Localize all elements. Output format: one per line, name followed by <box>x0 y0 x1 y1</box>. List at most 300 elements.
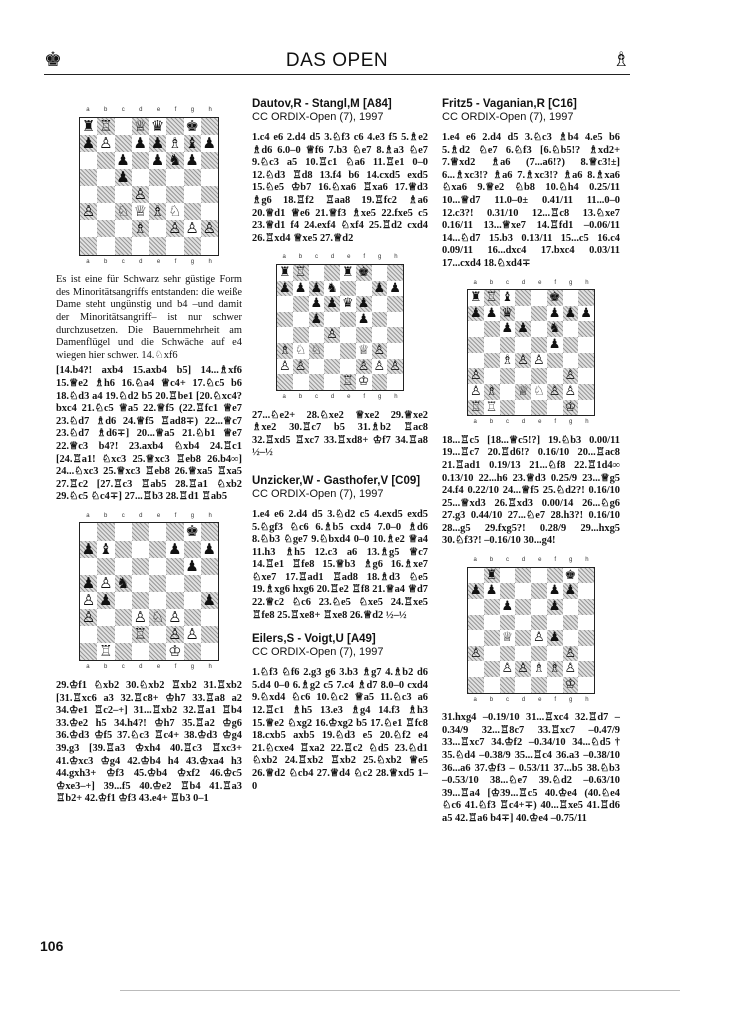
board-square <box>132 523 149 540</box>
board-square: ♟ <box>468 583 484 599</box>
game-moves: 1.e4 e6 2.d4 d5 3.♘d2 c5 4.exd5 exd5 5.♘gf3 ♘c6 6.♗b5 cxd4 7.0–0 ♗d6 8.♘b3 ♘ge7 9.♘bxd4 0–0 10.♗e2 ♕a4 11.h3 ♗h5 12.c3 a6 13.♗g5 ♕c7 14.♖e1 ♖fe8 15.♕b3 ♗g6 16.♗xe7 ♘xe7 17.♖ad1 ♖ad8 18.♗d3 ♘e5 19.♗xg6 hxg6 20.♖e2 ♖f8 21.♕a4 ♕d7 22.♕c2 ♘c6 23.♘e5 ♘xe5 24.♖xe5 ♖fe8 25.♖xe8+ ♖xe8 26.♕d2 ½–½ <box>252 508 428 621</box>
board-square <box>201 643 218 660</box>
game-moves: 1.c4 e6 2.d4 d5 3.♘f3 c6 4.e3 f5 5.♗e2 ♗d6 6.0–0 ♕f6 7.b3 ♘e7 8.♗a3 ♘e7 9.♘c3 a5 10.♖c1 ♘a6 11.♖e1 0–0 12.♘d3 ♖d8 13.f4 b6 14.cxd5 exd5 15.♘e5 ♔b7 16.♘xa6 ♖xa6 17.♕d3 ♗g6 18.♖f2 ♖aa8 19.♖fc2 ♗a6 20.♕d1 ♕e6 21.♕f3 ♗xe5 22.fxe5 c5 23.♕d1 f4 24.exf4 ♘xf4 25.♖d2 cxd4 26.♖xd4 ♕xe5 27.♕d2 <box>252 132 428 244</box>
board-square: ♟ <box>500 321 516 337</box>
board-square <box>166 186 183 203</box>
game-moves-1a: [14.b4?! axb4 15.axb4 b5] 14...♗xf6 15.♕e2 ♗h6 16.♘a4 ♕c4+ 17.♘c5 b6 18.♘d3 a4 19.♘d2 b5 20.♖be1 [20.♘xc4? bxc4 21.♘c5 ♕a5 22.♕f5 (22.♖fc1 ♕e7 23.♘d7 ♗d6 24.♕f5 ♖ad8∓) 22...♕c7 23.♘d7 ♗d6∓] 20...♕a5 21.♘b1 ♕e7 22.♕c3 b4?! 23.axb4 ♘xb4 24.♖c1 [24.♖a1! ♘xc3 25.♕xc3 ♖eb8 26.b4∞] 24...♘xc3 25.♕xc3 ♖eb8 26.♕xa5 ♖xa5 27.♖c2 [27.♖c3 ♖ab5 28.♖a1 ♘xb2 29.♘c5 ♘c4∓] 27...♖b3 28.♖d1 ♖ab5 <box>56 365 242 503</box>
board-square <box>563 353 579 369</box>
board-square <box>293 296 309 312</box>
board-square <box>184 237 201 254</box>
board-grid <box>276 264 404 391</box>
column-3 <box>442 98 620 829</box>
board-square <box>500 400 516 416</box>
board-square <box>340 327 356 343</box>
board-square <box>387 312 403 328</box>
board-square <box>149 541 166 558</box>
board-square <box>468 599 484 615</box>
board-square: ♘ <box>150 608 165 627</box>
board-square <box>115 523 132 540</box>
board-square <box>500 583 516 599</box>
board-square <box>356 327 372 343</box>
game-event: CC ORDIX-Open (7), 1997 <box>252 646 384 659</box>
board-square: ♟ <box>309 296 325 312</box>
board-square: ♟ <box>356 312 372 328</box>
board-square: ♙ <box>168 625 182 644</box>
board-square: ♙ <box>133 608 148 627</box>
board-square <box>184 643 201 660</box>
board-square <box>184 609 201 626</box>
board-square <box>132 592 149 609</box>
board-square: ♙ <box>372 359 388 375</box>
board-square <box>80 152 97 169</box>
board-square: ♟ <box>484 306 500 322</box>
board-square <box>309 359 325 375</box>
board-square <box>115 135 132 152</box>
board-square <box>547 568 563 584</box>
board-file-labels: a b c d e f g h <box>473 557 589 564</box>
board-square: ♟ <box>547 630 563 646</box>
board-square: ♛ <box>340 296 356 312</box>
board-square <box>563 321 579 337</box>
board-square <box>372 312 388 328</box>
board-square <box>149 558 166 575</box>
board-square: ♟ <box>185 556 199 575</box>
board-square <box>387 265 403 281</box>
board-square <box>97 169 114 186</box>
game-event: CC ORDIX-Open (7), 1997 <box>252 111 384 123</box>
board-square: ♖ <box>133 625 148 644</box>
board-square <box>578 321 594 337</box>
board-file-labels: a b c d e f g h <box>86 664 212 671</box>
board-square: ♘ <box>531 384 547 400</box>
board-square <box>97 152 114 169</box>
board-square <box>484 599 500 615</box>
board-square <box>166 169 183 186</box>
board-square: ♖ <box>484 290 500 306</box>
board-square <box>115 626 132 643</box>
board-square <box>484 646 500 662</box>
board-square <box>578 400 594 416</box>
board-square <box>531 321 547 337</box>
header-rule <box>44 74 630 75</box>
board-square <box>132 558 149 575</box>
board-square <box>201 523 218 540</box>
board-square <box>149 220 166 237</box>
board-square <box>578 583 594 599</box>
board-square <box>563 599 579 615</box>
board-square: ♟ <box>116 150 130 169</box>
board-square <box>149 169 166 186</box>
board-square <box>149 237 166 254</box>
board-square <box>97 609 114 626</box>
board-square: ♙ <box>81 608 96 627</box>
board-square <box>387 343 403 359</box>
king-icon: ♚ <box>44 47 62 71</box>
board-square <box>324 359 340 375</box>
board-square: ♙ <box>500 661 516 677</box>
board-square <box>166 237 183 254</box>
board-diagram-4 <box>467 277 595 429</box>
board-square <box>531 368 547 384</box>
board-diagram-2 <box>79 510 219 674</box>
board-square: ♜ <box>484 568 500 584</box>
board-square <box>132 541 149 558</box>
board-square <box>340 359 356 375</box>
board-square: ♟ <box>356 296 372 312</box>
board-square <box>115 220 132 237</box>
board-square: ♙ <box>563 384 579 400</box>
board-square <box>277 312 293 328</box>
board-square <box>578 599 594 615</box>
board-square: ♙ <box>468 646 484 662</box>
game-title: Fritz5 - Vaganian,R [C16] <box>442 98 577 110</box>
board-square <box>372 327 388 343</box>
annotation-text-1: Es ist eine für Schwarz sehr güstige Form des Minoritätsangriffs entstanden: die weiße Dame steht ungünstig und b4 –und damit der Minoritätsangriff– ist nur schwer durchzusetzen. Die Bauernmehrheit am Damenflügel und die Schwäche auf e4 wiegen hier schwer. 14.♘xf6 <box>56 274 242 361</box>
board-square <box>184 203 201 220</box>
board-square: ♙ <box>531 630 547 646</box>
board-square <box>563 615 579 631</box>
board-square <box>80 186 97 203</box>
board-square <box>500 368 516 384</box>
board-square <box>531 646 547 662</box>
board-square <box>184 169 201 186</box>
board-square: ♟ <box>150 150 165 169</box>
board-diagram-5 <box>467 554 595 706</box>
board-square: ♙ <box>531 353 547 369</box>
board-square <box>372 296 388 312</box>
board-square <box>149 592 166 609</box>
board-square <box>578 677 594 693</box>
board-square <box>201 237 218 254</box>
board-file-labels: a b c d e f g h <box>473 279 589 286</box>
board-square: ♙ <box>515 661 531 677</box>
board-grid <box>79 117 219 256</box>
board-square <box>563 337 579 353</box>
board-square <box>309 327 325 343</box>
board-square <box>547 368 563 384</box>
board-square: ♟ <box>547 337 563 353</box>
board-square <box>578 630 594 646</box>
board-square: ♗ <box>531 661 547 677</box>
board-square <box>500 615 516 631</box>
board-square: ♝ <box>99 539 113 558</box>
page-number: 106 <box>40 938 64 954</box>
board-square <box>515 615 531 631</box>
board-square: ♙ <box>81 202 96 221</box>
board-square: ♟ <box>81 133 96 152</box>
board-square: ♖ <box>468 400 484 416</box>
game-moves: 1.♘f3 ♘f6 2.g3 g6 3.b3 ♗g7 4.♗b2 d6 5.d4 0–0 6.♗g2 c5 7.c4 ♗d7 8.0–0 cxd4 9.♘xd4 ♘c6 10.♘c2 ♕a5 11.♘c3 a6 12.♖c1 ♗h5 13.e3 ♗g4 14.f3 ♗h3 15.♕e2 ♘xg2 16.♔xg2 b5 17.♘e1 ♖fc8 18.cxb5 axb5 19.♘d3 e5 20.♘f2 e4 21.♘cxe4 ♖xa2 22.♖c2 ♘d5 23.♘d1 ♘xb2 24.♖xb2 ♖xb2 25.♘xb2 ♕e5 26.♕d2 ♘cb4 27.♕d4 ♘c2 28.♕xd5 1–0 <box>252 667 428 792</box>
board-square: ♟ <box>500 599 516 615</box>
board-file-labels: a b c d e f g h <box>86 512 212 519</box>
board-square <box>80 220 97 237</box>
board-square <box>484 368 500 384</box>
board-square <box>578 615 594 631</box>
board-square <box>115 609 132 626</box>
board-square <box>468 353 484 369</box>
board-square <box>97 237 114 254</box>
board-square <box>166 558 183 575</box>
board-square <box>166 575 183 592</box>
board-square: ♙ <box>168 608 182 627</box>
board-square <box>547 400 563 416</box>
board-square: ♙ <box>99 133 113 152</box>
board-square: ♟ <box>185 150 199 169</box>
board-square: ♟ <box>309 281 325 297</box>
board-square <box>324 343 340 359</box>
board-square: ♗ <box>500 353 516 369</box>
board-square <box>500 337 516 353</box>
board-square <box>115 558 132 575</box>
board-square <box>578 353 594 369</box>
board-square <box>201 575 218 592</box>
board-square: ♟ <box>324 296 340 312</box>
board-square: ♟ <box>547 306 563 322</box>
board-square <box>515 599 531 615</box>
board-square <box>115 541 132 558</box>
board-square: ♚ <box>356 265 372 281</box>
board-square <box>97 220 114 237</box>
board-file-labels: a b c d e f g h <box>473 419 589 426</box>
board-square <box>184 592 201 609</box>
board-square <box>201 609 218 626</box>
board-square: ♔ <box>168 642 182 661</box>
board-square <box>132 237 149 254</box>
board-square <box>184 186 201 203</box>
board-square: ♖ <box>340 374 356 390</box>
board-square: ♖ <box>484 400 500 416</box>
board-square: ♘ <box>309 343 325 359</box>
board-square: ♕ <box>515 384 531 400</box>
board-square: ♞ <box>547 321 563 337</box>
board-square: ♙ <box>185 625 199 644</box>
board-square <box>578 646 594 662</box>
board-square <box>277 374 293 390</box>
board-square: ♜ <box>468 290 484 306</box>
board-square <box>80 558 97 575</box>
bishop-icon: ♗ <box>612 47 630 71</box>
board-square: ♚ <box>563 568 579 584</box>
board-square <box>340 312 356 328</box>
board-square: ♕ <box>500 630 516 646</box>
board-square <box>468 661 484 677</box>
board-square <box>578 290 594 306</box>
board-square: ♟ <box>547 599 563 615</box>
board-square: ♟ <box>116 167 130 186</box>
board-square <box>515 568 531 584</box>
board-square <box>324 265 340 281</box>
board-square: ♜ <box>340 265 356 281</box>
board-square: ♙ <box>277 359 293 375</box>
board-square: ♟ <box>81 573 96 592</box>
board-square: ♘ <box>116 202 130 221</box>
board-grid <box>467 289 595 416</box>
board-square: ♟ <box>202 133 217 152</box>
board-square <box>468 630 484 646</box>
board-square: ♗ <box>150 202 165 221</box>
board-square <box>80 523 97 540</box>
board-square <box>201 558 218 575</box>
board-square <box>515 677 531 693</box>
board-square: ♗ <box>168 133 182 152</box>
board-square <box>500 384 516 400</box>
game-event: CC ORDIX-Open (7), 1997 <box>442 111 574 123</box>
board-square <box>515 337 531 353</box>
board-square: ♞ <box>324 281 340 297</box>
board-square: ♟ <box>99 590 113 609</box>
board-square: ♟ <box>202 539 217 558</box>
board-square <box>184 541 201 558</box>
board-square: ♙ <box>185 219 199 238</box>
board-file-labels: a b c d e f g h <box>282 254 398 261</box>
board-square <box>531 583 547 599</box>
board-square <box>132 152 149 169</box>
board-square: ♞ <box>168 150 182 169</box>
board-square: ♙ <box>563 646 579 662</box>
board-square <box>324 374 340 390</box>
board-square: ♙ <box>515 353 531 369</box>
game-title: Unzicker,W - Gasthofer,V [C09] <box>252 474 421 487</box>
board-square <box>531 337 547 353</box>
board-square: ♛ <box>150 116 165 135</box>
board-square: ♗ <box>277 343 293 359</box>
board-square: ♙ <box>99 573 113 592</box>
board-square: ♟ <box>309 312 325 328</box>
board-square: ♛ <box>500 306 516 322</box>
board-square <box>484 337 500 353</box>
board-square: ♙ <box>547 384 563 400</box>
board-square <box>201 169 218 186</box>
board-square <box>97 626 114 643</box>
board-square: ♙ <box>324 327 340 343</box>
board-square: ♙ <box>468 368 484 384</box>
board-square: ♟ <box>277 281 293 297</box>
board-square <box>324 312 340 328</box>
board-square: ♟ <box>81 539 96 558</box>
board-square: ♟ <box>578 306 594 322</box>
column-1 <box>56 98 242 809</box>
game-moves: 1.e4 e6 2.d4 d5 3.♘c3 ♗b4 4.e5 b6 5.♗d2 ♘e7 6.♘f3 [6.♘b5!? ♗xd2+ 7.♕xd2 ♗a6 (7...a6!?) 8.♕c3!±] 6...♗xc3!? ♗a6 7.♗xc3!? ♗a6 8.♗xa6 ♘xa6 9.♕e2 ♘b8 10.♘h4 0.25/11 10...♕d7 11.0–0± 0.41/11 11...0–0 12.c3?! 0.31/10 12...♖c8 13.♘xe7 0.16/11 13...♕xe7 14.♖fd1 –0.06/11 14...♘d7 15.b3 0.13/11 15...c5 16.c4 0.09/11 16...dxc4 17.bxc4 0.03/11 17...cxd4 18.♘xd4∓ <box>442 132 620 269</box>
board-square <box>531 599 547 615</box>
board-square <box>515 583 531 599</box>
board-square <box>547 646 563 662</box>
board-square: ♔ <box>356 374 372 390</box>
board-square: ♙ <box>202 219 217 238</box>
board-square: ♘ <box>168 202 182 221</box>
board-square <box>484 630 500 646</box>
board-square: ♟ <box>484 583 500 599</box>
game-title: Dautov,R - Stangl,M [A84] <box>252 98 392 110</box>
board-square <box>547 353 563 369</box>
board-square <box>515 306 531 322</box>
board-square <box>293 374 309 390</box>
board-square: ♞ <box>116 573 130 592</box>
board-square <box>578 384 594 400</box>
board-square <box>578 337 594 353</box>
board-square <box>515 368 531 384</box>
board-square: ♙ <box>133 185 148 204</box>
board-square <box>531 677 547 693</box>
board-square <box>115 118 132 135</box>
board-square <box>309 265 325 281</box>
board-square <box>484 615 500 631</box>
board-square <box>201 203 218 220</box>
board-square: ♟ <box>547 583 563 599</box>
board-square <box>515 646 531 662</box>
board-square <box>578 661 594 677</box>
board-square <box>149 523 166 540</box>
board-square: ♟ <box>387 281 403 297</box>
board-square <box>115 186 132 203</box>
board-square: ♔ <box>563 400 579 416</box>
game-moves-end: 31.hxg4 –0.19/10 31...♖xc4 32.♖d7 –0.34/9 32...♖8c7 33.♖xc7 –0.47/9 33...♖xc7 34.♔f2 –0.34/10 34...♘d5† 35.♘d4 –0.38/9 35...♖c4 36.a3 –0.38/10 36...a6 37.♔f3 – 0.53/11 37...b5 38.♘b3 –0.53/10 38...♘e7 39.♘d2 –0.63/10 39...♖a4 [♔39...♖c5 40.♔e4 (40.♘e4 ♘c6 41.♘f3 ♖c4+∓) 40...♖xe5 41.♖d6 a5 42.♖a6 b4∓] 40.♔e4 –0.75/11 <box>442 712 620 824</box>
board-square <box>340 281 356 297</box>
board-square <box>201 186 218 203</box>
board-file-labels: a b c d e f g h <box>282 393 398 400</box>
board-square <box>356 281 372 297</box>
board-square <box>201 626 218 643</box>
game-moves-end: 27...♘e2+ 28.♘xe2 ♕xe2 29.♕xe2 ♗xe2 30.♖c7 b5 31.♗b2 ♖ac8 32.♖xd5 ♖xc7 33.♖xd8+ ♔f7 34.♖a8 ½–½ <box>252 409 428 459</box>
board-square: ♟ <box>202 590 217 609</box>
board-square <box>115 237 132 254</box>
board-square <box>468 568 484 584</box>
board-square: ♖ <box>293 265 309 281</box>
board-file-labels: a b c d e f g h <box>473 696 589 703</box>
board-square <box>184 575 201 592</box>
board-square: ♙ <box>387 359 403 375</box>
board-square <box>515 630 531 646</box>
board-square <box>372 374 388 390</box>
board-square: ♕ <box>133 202 148 221</box>
board-square: ♗ <box>133 219 148 238</box>
board-square <box>80 643 97 660</box>
board-square <box>468 321 484 337</box>
board-square: ♚ <box>547 290 563 306</box>
board-square <box>531 290 547 306</box>
board-square: ♟ <box>133 133 148 152</box>
board-square <box>277 327 293 343</box>
board-square: ♙ <box>468 384 484 400</box>
board-square <box>97 558 114 575</box>
board-square <box>201 118 218 135</box>
board-square <box>166 523 183 540</box>
column-2 <box>252 98 428 796</box>
board-square: ♕ <box>133 116 148 135</box>
board-square: ♙ <box>293 359 309 375</box>
board-square <box>500 646 516 662</box>
board-square: ♟ <box>515 321 531 337</box>
board-square <box>277 296 293 312</box>
board-square <box>531 306 547 322</box>
board-square <box>80 626 97 643</box>
board-square <box>387 374 403 390</box>
board-square: ♟ <box>168 539 182 558</box>
board-square: ♘ <box>293 343 309 359</box>
board-square <box>468 677 484 693</box>
board-square <box>484 661 500 677</box>
board-square: ♗ <box>484 384 500 400</box>
board-square <box>484 677 500 693</box>
board-square: ♝ <box>185 133 199 152</box>
board-square <box>115 643 132 660</box>
board-square <box>515 400 531 416</box>
board-square <box>578 568 594 584</box>
board-square <box>387 327 403 343</box>
board-square <box>97 203 114 220</box>
board-square: ♗ <box>547 661 563 677</box>
board-square <box>132 575 149 592</box>
board-square <box>563 630 579 646</box>
